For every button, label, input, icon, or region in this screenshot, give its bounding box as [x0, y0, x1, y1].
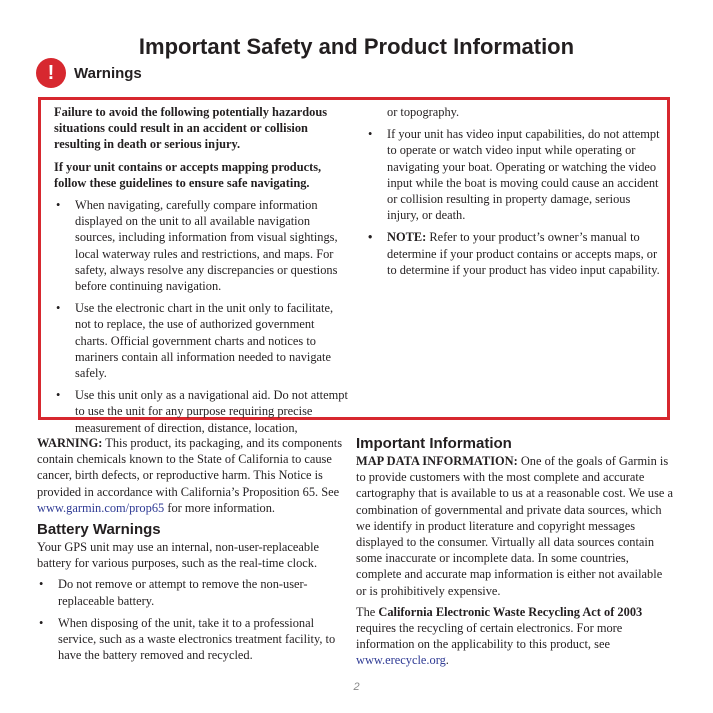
erecycle-link[interactable]: www.erecycle.org	[356, 653, 446, 668]
list-item	[37, 576, 347, 608]
warning-intro-mapping: If your unit contains or accepts mapping products, follow these guidelines to ensure safe navigating.	[54, 159, 322, 190]
bullet: •	[368, 230, 373, 245]
warning-icon	[36, 58, 66, 88]
warnings-header	[36, 58, 142, 88]
warning-icon-glyph: !	[47, 61, 55, 84]
lower-right-column	[356, 435, 674, 674]
list-item-text: When navigating, carefully compare information displayed on the unit to all available navigation sources, including information from visual sightings, local waterway rules and restrictions, and maps. For safety, always resolve any discrepancies or questions before continuing navigation.	[75, 198, 338, 294]
warnings-heading: Warnings	[74, 64, 142, 82]
prop65-link[interactable]: www.garmin.com/prop65	[37, 500, 165, 515]
bullet: •	[56, 301, 61, 316]
warnings-box-left-column	[54, 104, 350, 442]
warnings-box-right-column	[366, 104, 662, 284]
page-title: Important Safety and Product Information	[138, 34, 575, 59]
list-item	[366, 229, 662, 278]
map-data-text: One of the goals of Garmin is to provide customers with the most complete and accurate cartography that is available to us at a reasonable cost. We use a combination of governmental and private data sources, which we identify in product literature and copyright messages displayed to the consumer. Virtually all data sources contain some inaccurate or incomplete data. In some countries, complete and accurate map information is either not available or is prohibitively expensive.	[356, 454, 674, 598]
list-item	[54, 387, 350, 436]
list-item	[37, 615, 347, 664]
battery-warnings-heading: Battery Warnings	[37, 521, 161, 539]
battery-bullet-list	[37, 576, 347, 663]
warning-bullet-list-continued	[366, 126, 662, 278]
prop65-text: This product, its packaging, and its components contain chemicals known to the State of California to cause cancer, birth defects, or reproductive harm. This Notice is provided in accordance with California’s Proposition 65. See	[37, 436, 343, 499]
ewaste-text: requires the recycling of certain electronics. For more information on the applicability to this product, see	[356, 621, 623, 652]
bullet: •	[39, 615, 44, 630]
bullet: •	[56, 388, 61, 403]
prop65-warning	[37, 435, 347, 516]
list-item-text: When disposing of the unit, take it to a professional service, such as a waste electronics treatment facility, to have the battery removed and recycled.	[58, 615, 336, 663]
list-item	[54, 300, 350, 381]
ewaste-tail: .	[445, 653, 449, 668]
page-number: 2	[353, 681, 360, 693]
warning-bullet-list	[54, 197, 350, 436]
lower-left-column	[37, 435, 347, 669]
bullet: •	[56, 198, 61, 213]
bullet: •	[368, 127, 373, 142]
note-text: Refer to your product’s owner’s manual to determine if your product contains or accepts maps, or to determine if your product has video input capability.	[387, 230, 660, 277]
prop65-tail: for more information.	[164, 500, 276, 515]
list-item	[54, 197, 350, 294]
ewaste-pre: The	[356, 604, 379, 619]
ewaste-paragraph	[356, 604, 674, 669]
list-item	[366, 126, 662, 223]
list-item-text: Do not remove or attempt to remove the non-user-replaceable battery.	[58, 577, 308, 608]
list-item-text: If your unit has video input capabilities, do not attempt to operate or watch video input while operating or navigating your boat. Operating or watching the video input while the boat is moving could cause an accident or collision resulting in property damage, serious injury, or death.	[387, 127, 660, 223]
bullet: •	[39, 577, 44, 592]
ewaste-act-name: California Electronic Waste Recycling Act of 2003	[378, 604, 643, 619]
list-item-text: Use this unit only as a navigational aid. Do not attempt to use the unit for any purpose requiring precise measurement of direction, distance, location,	[75, 388, 348, 435]
note-label: NOTE:	[387, 230, 427, 245]
map-data-information	[356, 453, 674, 599]
map-data-label: MAP DATA INFORMATION:	[356, 454, 518, 468]
continued-text: or topography.	[387, 105, 460, 119]
important-information-heading: Important Information	[356, 435, 512, 452]
list-item-text: Use the electronic chart in the unit only to facilitate, not to replace, the use of authorized government charts. Official government charts and notices to mariners contain all information needed to navigate safely.	[75, 301, 334, 381]
battery-intro: Your GPS unit may use an internal, non-user-replaceable battery for various purposes, such as the real-time clock.	[37, 540, 320, 571]
prop65-label: WARNING:	[37, 436, 103, 450]
warning-intro-hazard: Failure to avoid the following potentially hazardous situations could result in an accident or collision resulting in death or serious injury.	[54, 105, 328, 152]
